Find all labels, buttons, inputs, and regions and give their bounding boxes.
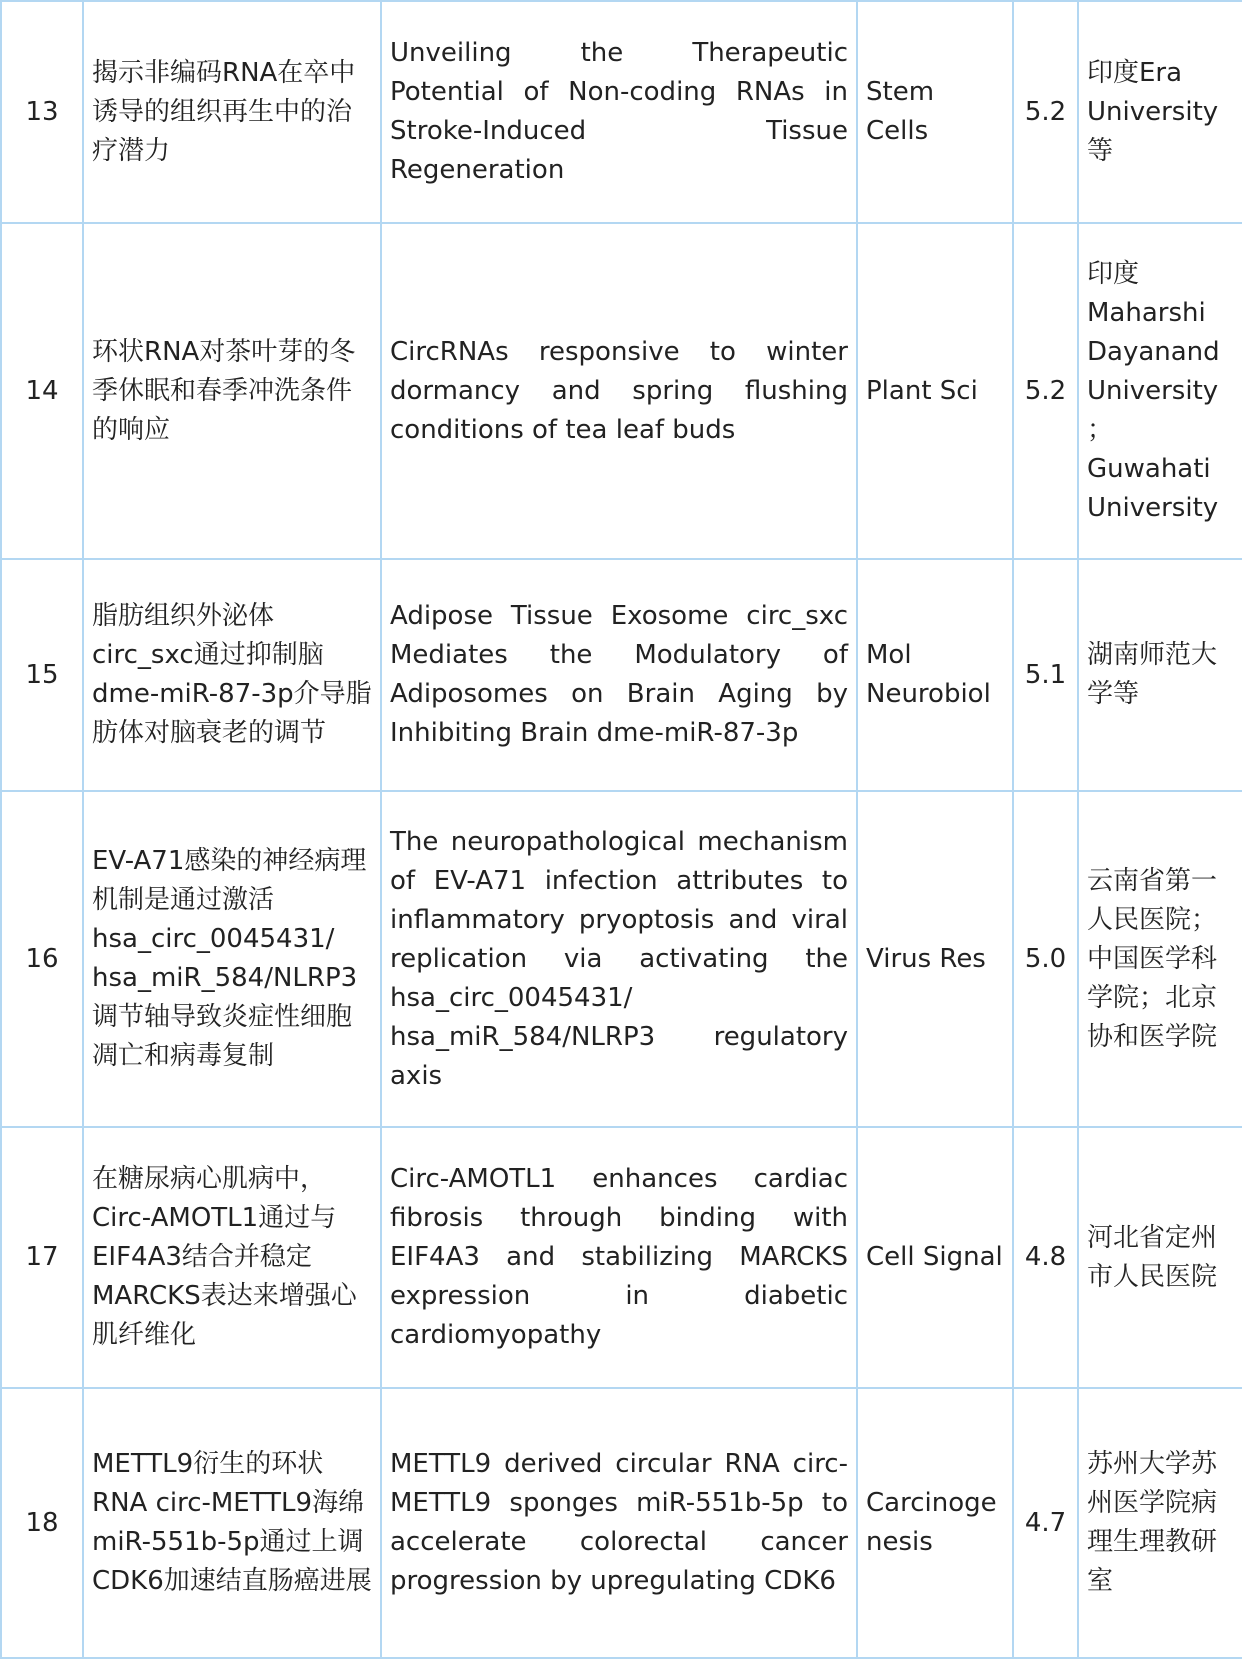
row-index: 17 — [1, 1127, 83, 1388]
title-en-cell: METTL9 derived circular RNA circ-METTL9 sponges miR-551b-5p to accelerate colorectal cancer progression by upregulating CDK6 — [381, 1388, 857, 1658]
row-index: 14 — [1, 223, 83, 559]
institution-cell: 云南省第一人民医院；中国医学科学院；北京协和医学院 — [1078, 791, 1242, 1127]
impact-factor-cell: 4.8 — [1013, 1127, 1078, 1388]
impact-factor-cell: 4.7 — [1013, 1388, 1078, 1658]
row-index: 18 — [1, 1388, 83, 1658]
journal-cell: Plant Sci — [857, 223, 1013, 559]
title-en-cell: Unveiling the Therapeutic Potential of Non-coding RNAs in Stroke-Induced Tissue Regeneration — [381, 1, 857, 223]
journal-cell: Stem Cells — [857, 1, 1013, 223]
journal-cell: Cell Signal — [857, 1127, 1013, 1388]
institution-cell: 印度Era University等 — [1078, 1, 1242, 223]
journal-cell: Carcinogenesis — [857, 1388, 1013, 1658]
title-zh-cell: 环状RNA对茶叶芽的冬季休眠和春季冲洗条件的响应 — [83, 223, 381, 559]
impact-factor-cell: 5.0 — [1013, 791, 1078, 1127]
table-row — [1, 1127, 1242, 1388]
table-row — [1, 791, 1242, 1127]
table-row — [1, 223, 1242, 559]
journal-cell: Virus Res — [857, 791, 1013, 1127]
row-index: 15 — [1, 559, 83, 791]
title-zh-cell: EV-A71感染的神经病理机制是通过激活hsa_circ_0045431/ hsa_miR_584/NLRP3调节轴导致炎症性细胞凋亡和病毒复制 — [83, 791, 381, 1127]
table-body — [1, 1, 1242, 1658]
table-row — [1, 1, 1242, 223]
institution-cell: 苏州大学苏州医学院病理生理教研室 — [1078, 1388, 1242, 1658]
table-row — [1, 559, 1242, 791]
row-index: 13 — [1, 1, 83, 223]
impact-factor-cell: 5.2 — [1013, 1, 1078, 223]
impact-factor-cell: 5.1 — [1013, 559, 1078, 791]
title-en-cell: Circ-AMOTL1 enhances cardiac fibrosis through binding with EIF4A3 and stabilizing MARCKS expression in diabetic cardiomyopathy — [381, 1127, 857, 1388]
institution-cell: 河北省定州市人民医院 — [1078, 1127, 1242, 1388]
institution-cell: 印度Maharshi Dayanand University；Guwahati University — [1078, 223, 1242, 559]
title-en-cell: CircRNAs responsive to winter dormancy and spring flushing conditions of tea leaf buds — [381, 223, 857, 559]
title-en-cell: Adipose Tissue Exosome circ_sxc Mediates the Modulatory of Adiposomes on Brain Aging by Inhibiting Brain dme-miR-87-3p — [381, 559, 857, 791]
table-row — [1, 1388, 1242, 1658]
impact-factor-cell: 5.2 — [1013, 223, 1078, 559]
journal-cell: Mol Neurobiol — [857, 559, 1013, 791]
title-zh-cell: METTL9衍生的环状RNA circ-METTL9海绵miR-551b-5p通过上调CDK6加速结直肠癌进展 — [83, 1388, 381, 1658]
title-zh-cell: 在糖尿病心肌病中，Circ-AMOTL1通过与EIF4A3结合并稳定MARCKS表达来增强心肌纤维化 — [83, 1127, 381, 1388]
title-en-cell: The neuropathological mechanism of EV-A71 infection attributes to inflammatory pryoptosis and viral replication via activating the hsa_circ_0045431/ hsa_miR_584/NLRP3 regulatory axis — [381, 791, 857, 1127]
row-index: 16 — [1, 791, 83, 1127]
title-zh-cell: 揭示非编码RNA在卒中诱导的组织再生中的治疗潜力 — [83, 1, 381, 223]
title-zh-cell: 脂肪组织外泌体circ_sxc通过抑制脑dme-miR-87-3p介导脂肪体对脑衰老的调节 — [83, 559, 381, 791]
institution-cell: 湖南师范大学等 — [1078, 559, 1242, 791]
